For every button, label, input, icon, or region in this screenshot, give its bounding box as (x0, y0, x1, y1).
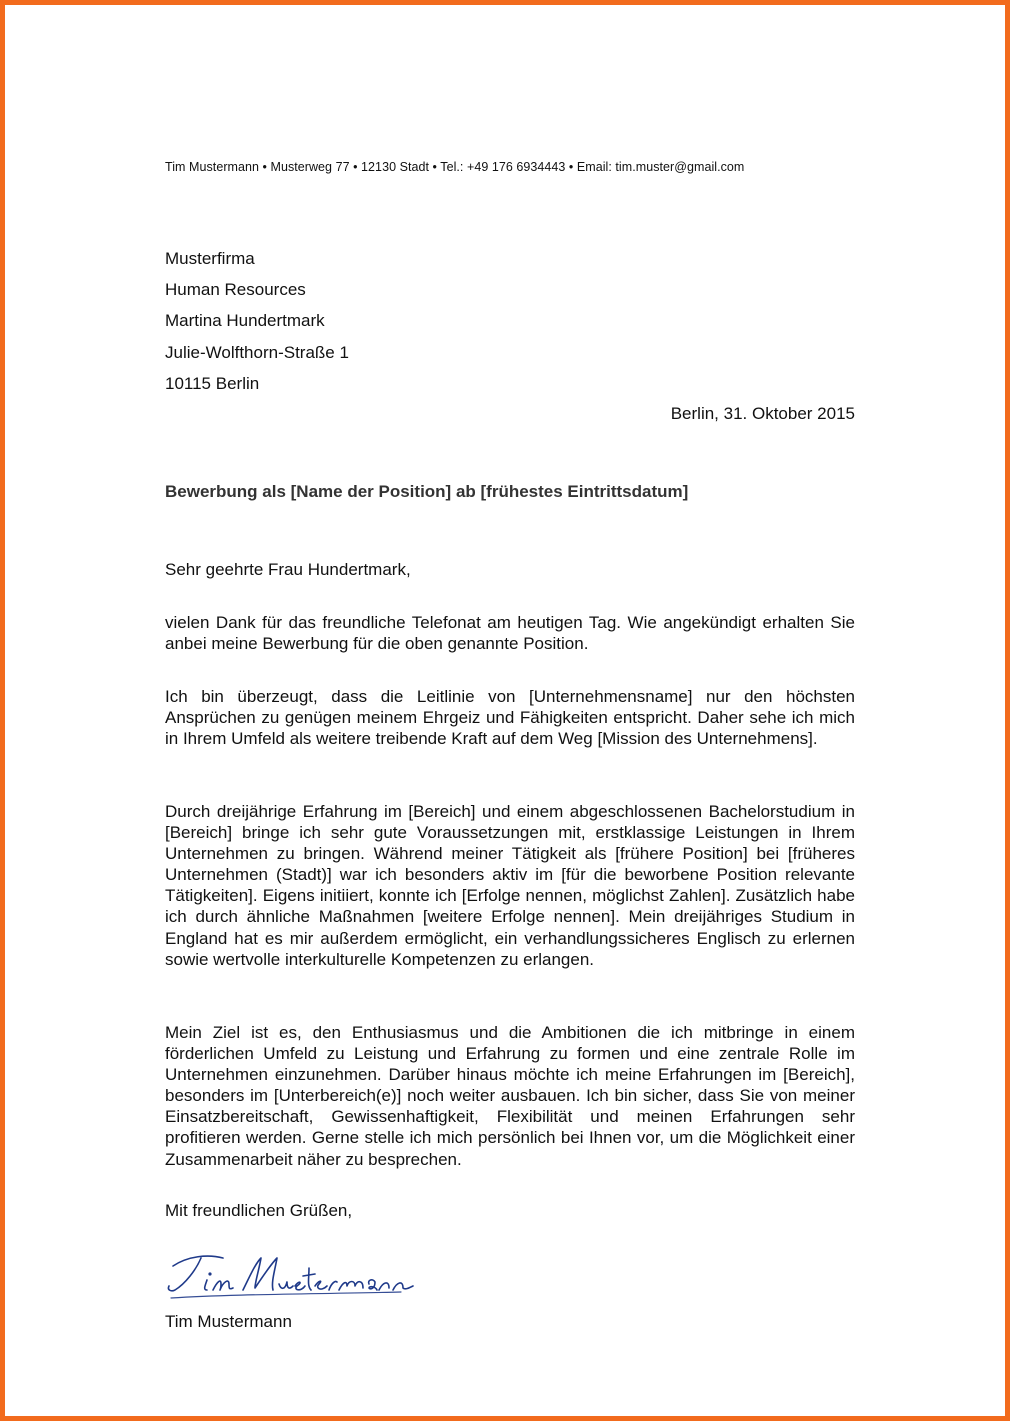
signature-graphic (163, 1248, 423, 1308)
letter-date: Berlin, 31. Oktober 2015 (670, 404, 855, 423)
recipient-address (165, 248, 349, 404)
recipient-company: Musterfirma (165, 249, 255, 268)
letter-subject: Bewerbung als [Name der Position] ab [frühestes Eintrittsdatum] (165, 482, 689, 501)
recipient-street: Julie-Wolfthorn-Straße 1 (165, 342, 349, 362)
recipient-department: Human Resources (165, 280, 306, 300)
recipient-contact: Martina Hundertmark (165, 311, 325, 331)
sender-address-line: Tim Mustermann • Musterweg 77 • 12130 Stadt • Tel.: +49 176 6934443 • Email: tim.muster@gmail.com (165, 160, 745, 174)
letter-salutation: Sehr geehrte Frau Hundertmark, (165, 560, 411, 579)
body-paragraph-1: vielen Dank für das freundliche Telefonat am heutigen Tag. Wie angekündigt erhalten Sie anbei meine Bewerbung für die oben genannte Position. (165, 613, 855, 654)
letter-closing: Mit freundlichen Grüßen, (165, 1201, 353, 1220)
body-paragraph-2: Ich bin überzeugt, dass die Leitlinie von [Unternehmensname] nur den höchsten Ansprüchen zu genügen meinem Ehrgeiz und Fähigkeiten entspricht. Daher sehe ich mich in Ihrem Umfeld als weitere treibende Kraft auf dem Weg [Mission des Unternehmens]. (165, 687, 855, 749)
body-paragraph-3: Durch dreijährige Erfahrung im [Bereich] und einem abgeschlossenen Bachelorstudium in [Bereich] bringe ich sehr gute Voraussetzungen mit, erstklassige Leistungen in Ihrem Unternehmen zu bringen. Während meiner Tätigkeit als [frühere Position] bei [früheres Unternehmen (Stadt)] war ich besonders aktiv im [für die beworbene Position relevante Tätigkeiten]. Eigens initiiert, konnte ich [Erfolge nennen, möglichst Zahlen]. Zusätzlich habe ich durch ähnliche Maßnahmen [weitere Erfolge nennen]. Mein dreijähriges Studium in England hat es mir außerdem ermöglicht, ein verhandlungssicheres Englisch zu erlernen sowie wertvolle interkulturelle Kompetenzen zu erlangen. (165, 802, 855, 969)
body-paragraph-4: Mein Ziel ist es, den Enthusiasmus und die Ambitionen die ich mitbringe in einem förderlichen Umfeld zu Leistung und Erfahrung zu formen und eine zentrale Rolle im Unternehmen einzunehmen. Darüber hinaus möchte ich meine Erfahrungen im [Bereich], besonders im [Unterbereich(e)] noch weiter ausbauen. Ich bin sicher, dass Sie von meiner Einsatzbereitschaft, Gewissenhaftigkeit, Flexibilität und meinen Erfahrungen sehr profitieren werden. Gerne stelle ich mich persönlich bei Ihnen vor, um die Möglichkeit einer Zusammenarbeit näher zu besprechen. (165, 1023, 855, 1169)
recipient-city: 10115 Berlin (165, 373, 260, 393)
handwritten-signature (163, 1248, 423, 1313)
printed-name: Tim Mustermann (165, 1312, 292, 1331)
